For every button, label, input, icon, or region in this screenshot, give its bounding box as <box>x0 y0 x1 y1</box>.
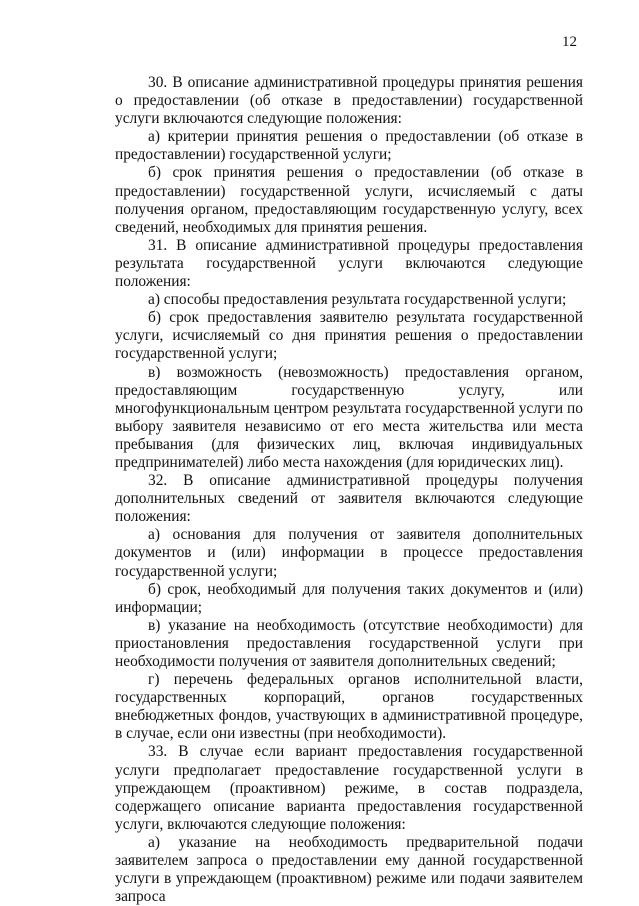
paragraph-32: 32. В описание административной процедуры получения дополнительных сведений от заявителя включаются следующие положения: <box>115 472 583 526</box>
paragraph-32-d: г) перечень федеральных органов исполнительной власти, государственных корпораций, органов государственных внебюджетных фондов, участвующих в административной процедуре, в случае, если они известны (при необходимости). <box>115 671 583 743</box>
paragraph-31-c: в) возможность (невозможность) предоставления органом, предоставляющим государственную услугу, или многофункциональным центром результата государственной услуги по выбору заявителя независимо от его места жительства или места пребывания (для физических лиц, включая индивидуальных предпринимателей) либо места нахождения (для юридических лиц). <box>115 363 583 471</box>
paragraph-30-b: б) срок принятия решения о предоставлении (об отказе в предоставлении) государственной услуги, исчисляемый с даты получения органом, предоставляющим государственную услугу, всех сведений, необходимых для принятия решения. <box>115 164 583 236</box>
paragraph-33-a: а) указание на необходимость предварительной подачи заявителем запроса о предоставлении ему данной государственной услуги в упреждающем (проактивном) режиме или подачи заявителем запроса <box>115 833 583 906</box>
document-body <box>115 74 583 906</box>
paragraph-30-a: а) критерии принятия решения о предоставлении (об отказе в предоставлении) государственной услуги; <box>115 128 583 164</box>
paragraph-31-b: б) срок предоставления заявителю результата государственной услуги, исчисляемый со дня принятия решения о предоставлении государственной услуги; <box>115 309 583 363</box>
paragraph-31: 31. В описание административной процедуры предоставления результата государственной услуги включаются следующие положения: <box>115 236 583 291</box>
paragraph-32-a: а) основания для получения от заявителя дополнительных документов и (или) информации в процессе предоставления государственной услуги; <box>115 526 583 580</box>
paragraph-32-c: в) указание на необходимость (отсутствие необходимости) для приостановления предоставления государственной услуги при необходимости получения от заявителя дополнительных сведений; <box>115 616 583 670</box>
page-number: 12 <box>562 34 577 50</box>
paragraph-32-b: б) срок, необходимый для получения таких документов и (или) информации; <box>115 580 583 616</box>
paragraph-33: 33. В случае если вариант предоставления государственной услуги предполагает предоставление государственной услуги в упреждающем (проактивном) режиме, в состав подраздела, содержащего описание варианта предоставления государственной услуги, включаются следующие положения: <box>115 743 583 833</box>
paragraph-31-a: а) способы предоставления результата государственной услуги; <box>148 291 567 309</box>
paragraph-30: 30. В описание административной процедуры принятия решения о предоставлении (об отказе в предоставлении) государственной услуги включаются следующие положения: <box>115 74 583 128</box>
